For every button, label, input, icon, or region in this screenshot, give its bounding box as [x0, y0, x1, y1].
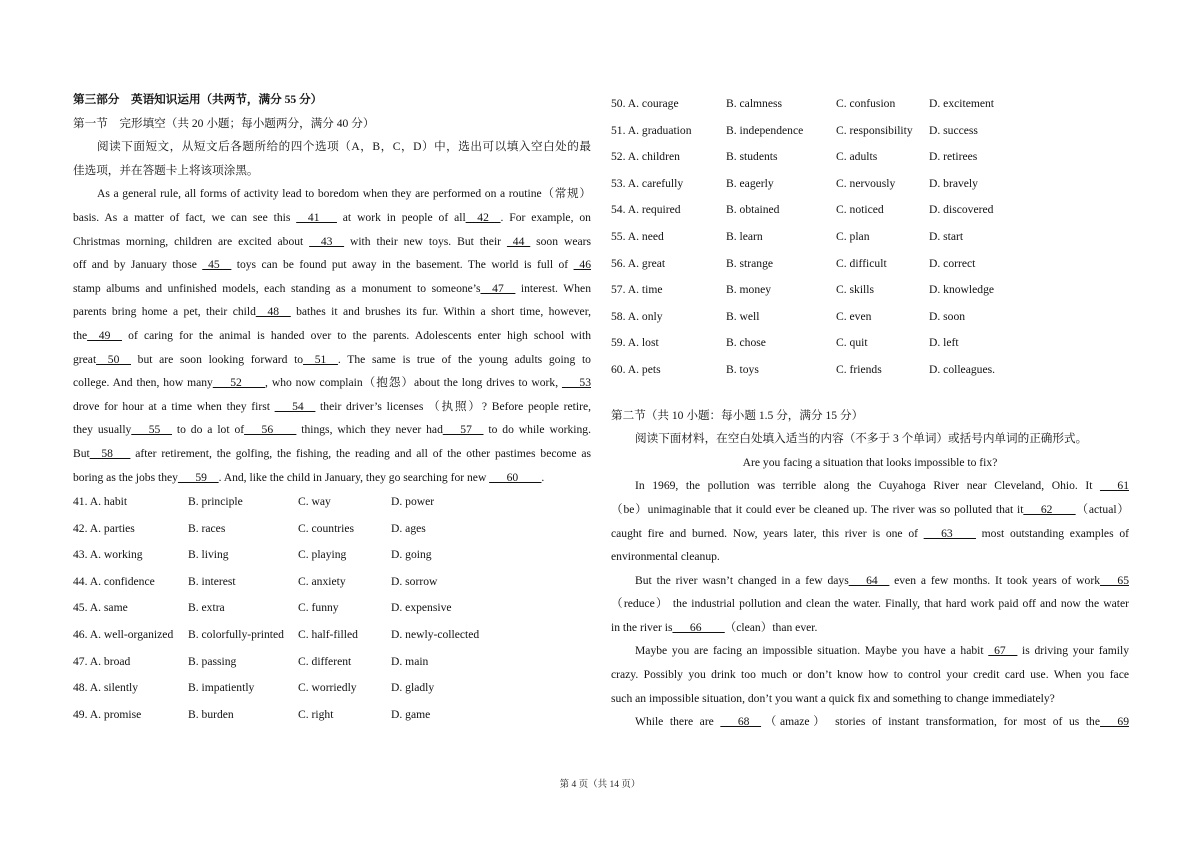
option-choice: C. nervously — [836, 176, 896, 190]
option-choice: B. principle — [188, 495, 243, 509]
passage-line — [611, 639, 1129, 663]
option-choice: D. soon — [929, 309, 966, 323]
passage-line — [73, 371, 591, 395]
answer-blank: ___65 — [1100, 573, 1129, 587]
passage-line — [73, 324, 591, 348]
option-choice: B. eagerly — [726, 176, 774, 190]
passage-text: （be）unimaginable that it could ever be cleaned up. The river was so polluted that it — [611, 502, 1024, 516]
section1-title: 第一节 完形填空（共 20 小题；每小题两分，满分 40 分） — [73, 116, 375, 130]
answer-blank: ___53 — [562, 376, 591, 390]
cloze-passage — [73, 182, 591, 489]
passage-text: great — [73, 352, 97, 366]
option-choice: D. expensive — [391, 601, 452, 615]
answer-blank: __50__ — [96, 352, 131, 366]
passage-line — [73, 418, 591, 442]
passage-text: In 1969, the pollution was terrible along the Cuyahoga River near Cleveland, Ohio. It — [635, 479, 1101, 493]
passage-text: , who now complain（抱怨）about the long drives to work, — [265, 376, 563, 390]
answer-blank: ___62____ — [1023, 502, 1076, 516]
option-choice: D. bravely — [929, 176, 978, 190]
passage-text: caught fire and burned. Now, years later, this river is one of — [611, 526, 924, 540]
passage-text: is driving your family — [1017, 644, 1129, 658]
answer-blank: __48__ — [255, 305, 291, 319]
answer-blank: __41___ — [296, 210, 337, 224]
passage-text: basis. As a matter of fact, we can see this — [73, 210, 297, 224]
passage-text: bathes it and brushes its fur. Within a short time, however, — [290, 305, 591, 319]
passage-line — [611, 498, 1129, 522]
option-choice: B. well — [726, 309, 760, 323]
passage-text: things, which they never had — [296, 423, 443, 437]
option-choice: 51. A. graduation — [611, 123, 692, 137]
passage-text: soon wears — [530, 234, 591, 248]
option-choice: D. newly-collected — [391, 628, 480, 642]
passage-line — [611, 663, 1129, 687]
passage-text: of caring for the animal is handed over to the parents. Adolescents enter high school with — [121, 328, 591, 342]
option-choice: C. plan — [836, 229, 870, 243]
option-choice: B. independence — [726, 123, 804, 137]
option-choice: D. gladly — [391, 681, 435, 695]
option-choice: 50. A. courage — [611, 97, 679, 110]
answer-blank: ___63____ — [923, 526, 976, 540]
page-footer: 第 4 页（共 14 页） — [559, 780, 641, 790]
option-row — [73, 569, 591, 596]
option-choice: 49. A. promise — [73, 707, 142, 721]
answer-blank: ___52____ — [212, 376, 266, 390]
answer-blank: ___57__ — [442, 423, 484, 437]
answer-blank: __58___ — [89, 446, 131, 460]
option-row — [611, 251, 1129, 278]
answer-blank: __49__ — [87, 328, 122, 342]
option-row — [611, 197, 1129, 224]
passage-text: As a general rule, all forms of activity lead to boredom when they are performed on a routine（常规） — [97, 187, 591, 201]
option-choice: B. learn — [726, 229, 763, 243]
passage-text: parents bring home a pet, their child — [73, 305, 256, 319]
passage-line — [73, 182, 591, 206]
option-choice: D. ages — [391, 521, 426, 535]
option-choice: 59. A. lost — [611, 336, 659, 350]
passage-text: they usually — [73, 423, 132, 437]
passage-text: （amaze） stories of instant transformation, for most of us the — [761, 715, 1101, 729]
option-choice: 58. A. only — [611, 309, 663, 323]
passage-text: their driver’s licenses （执照）? Before people retire, — [315, 399, 591, 413]
option-choice: D. discovered — [929, 203, 994, 217]
option-choice: B. extra — [188, 601, 225, 615]
right-column — [611, 88, 1129, 734]
option-choice: D. sorrow — [391, 574, 438, 588]
passage-text: off and by January those — [73, 258, 203, 272]
option-row — [611, 304, 1129, 331]
option-choice: 55. A. need — [611, 229, 664, 243]
passage-text: . And, like the child in January, they go searching for new — [218, 470, 490, 484]
passage-line — [611, 616, 1129, 640]
option-choice: B. living — [188, 548, 229, 562]
passage-text: But the river wasn’t changed in a few days — [635, 573, 849, 587]
option-choice: D. left — [929, 336, 959, 350]
option-choice: C. playing — [298, 548, 347, 562]
option-choice: D. success — [929, 123, 978, 137]
passage-text: boring as the jobs they — [73, 470, 178, 484]
passage-text: interest. When — [515, 281, 591, 295]
passage-text: at work in people of all — [336, 210, 466, 224]
option-row — [611, 277, 1129, 304]
answer-blank: _45__ — [202, 258, 232, 272]
passage-text: the — [73, 328, 88, 342]
passage-text: （actual） — [1075, 502, 1129, 516]
option-choice: 54. A. required — [611, 203, 681, 217]
option-choice: B. strange — [726, 256, 774, 270]
answer-blank: ___54__ — [274, 399, 316, 413]
passage-text: . — [541, 470, 545, 484]
answer-blank: ___64__ — [848, 573, 890, 587]
option-choice: B. students — [726, 150, 778, 164]
passage-line — [611, 569, 1129, 593]
option-choice: C. confusion — [836, 97, 896, 110]
instructions-line-1: 阅读下面短文，从短文后各题所给的四个选项（A，B，C，D）中，选出可以填入空白处的最 — [97, 140, 591, 154]
passage-text: . For example, on — [500, 210, 591, 224]
passage-text: with their new toys. But their — [344, 234, 507, 248]
option-choice: 44. A. confidence — [73, 574, 155, 588]
option-choice: 42. A. parties — [73, 521, 135, 535]
passage-text: crazy. Possibly you drink too much or don’t know how to control your credit card use. When you face — [611, 668, 1129, 682]
cloze-options-list — [73, 489, 591, 728]
answer-blank: ___66____ — [672, 620, 725, 634]
option-choice: 48. A. silently — [73, 681, 139, 695]
passage-text: But — [73, 446, 90, 460]
passage-line — [611, 592, 1129, 616]
option-choice: D. knowledge — [929, 283, 995, 297]
option-choice: 46. A. well-organized — [73, 628, 174, 642]
option-row — [73, 649, 591, 676]
passage-text: in the river is — [611, 620, 673, 634]
option-choice: C. anxiety — [298, 574, 346, 588]
part-title: 第三部分 英语知识运用（共两节，满分 55 分） — [73, 93, 323, 106]
passage-line — [73, 348, 591, 372]
passage-line — [73, 300, 591, 324]
option-choice: D. excitement — [929, 97, 995, 110]
option-choice: C. worriedly — [298, 681, 357, 695]
passage-line — [611, 474, 1129, 498]
option-choice: C. right — [298, 707, 334, 721]
passage-text: While there are — [635, 715, 721, 729]
option-choice: B. money — [726, 283, 772, 297]
option-choice: C. way — [298, 495, 331, 509]
section2-instructions: 阅读下面材料，在空白处填入适当的内容（不多于 3 个单词）或括号内单词的正确形式。 — [635, 432, 1088, 446]
option-row — [73, 516, 591, 543]
passage-line — [611, 710, 1129, 734]
option-row — [73, 622, 591, 649]
option-choice: C. countries — [298, 521, 355, 535]
answer-blank: ___60____ — [489, 470, 542, 484]
option-choice: C. responsibility — [836, 123, 913, 137]
option-choice: 56. A. great — [611, 256, 666, 270]
passage-line — [73, 277, 591, 301]
passage-text: （reduce） the industrial pollution and clean the water. Finally, that hard work paid off and now the water — [611, 597, 1129, 611]
passage-text: （clean）than ever. — [724, 620, 818, 634]
option-choice: C. funny — [298, 601, 339, 615]
option-choice: B. interest — [188, 574, 236, 588]
option-choice: C. even — [836, 309, 872, 323]
answer-blank: ___68__ — [720, 715, 761, 729]
passage-line — [73, 206, 591, 230]
passage-text: Maybe you are facing an impossible situation. Maybe you have a habit — [635, 644, 989, 658]
passage-text: but are soon looking forward to — [130, 352, 304, 366]
option-choice: C. difficult — [836, 256, 887, 270]
option-choice: 60. A. pets — [611, 362, 661, 376]
passage-text: . The same is true of the young adults going to — [337, 352, 591, 366]
answer-blank: ___61 — [1100, 479, 1129, 493]
option-row — [611, 357, 1129, 384]
option-choice: C. noticed — [836, 203, 884, 217]
answer-blank: ___69 — [1100, 715, 1129, 729]
answer-blank: _44_ — [506, 234, 531, 248]
passage-text: to do a lot of — [171, 423, 245, 437]
option-choice: B. passing — [188, 654, 237, 668]
passage-text: after retirement, the golfing, the fishing, the reading and all of the other pastimes become as — [130, 446, 591, 460]
option-choice: B. calmness — [726, 97, 783, 110]
option-choice: 47. A. broad — [73, 654, 131, 668]
passage-line — [611, 522, 1129, 546]
option-choice: B. chose — [726, 336, 766, 350]
passage-text: drove for hour at a time when they first — [73, 399, 275, 413]
option-row — [611, 224, 1129, 251]
passage-text: such an impossible situation, don’t you want a quick fix and something to change immediately? — [611, 691, 1055, 705]
option-row — [611, 118, 1129, 145]
option-row — [73, 595, 591, 622]
option-row — [73, 489, 591, 516]
option-row — [73, 542, 591, 569]
option-choice: D. retirees — [929, 150, 978, 164]
option-choice: B. toys — [726, 362, 759, 376]
option-row — [611, 330, 1129, 357]
option-row — [611, 91, 1129, 118]
option-choice: 41. A. habit — [73, 495, 128, 509]
option-choice: C. friends — [836, 362, 882, 376]
option-choice: D. game — [391, 707, 431, 721]
answer-blank: ___55__ — [131, 423, 172, 437]
option-choice: D. colleagues. — [929, 362, 995, 376]
answer-blank: _67__ — [988, 644, 1018, 658]
option-choice: B. burden — [188, 707, 234, 721]
option-row — [611, 144, 1129, 171]
option-choice: C. skills — [836, 283, 875, 297]
grammar-fill-passage — [611, 474, 1129, 734]
passage-line — [73, 253, 591, 277]
option-choice: B. impatiently — [188, 681, 255, 695]
passage-text: environmental cleanup. — [611, 550, 720, 564]
option-choice: B. colorfully-printed — [188, 628, 284, 642]
passage-line — [73, 466, 591, 490]
passage-line — [73, 395, 591, 419]
option-choice: D. start — [929, 229, 964, 243]
passage-text: toys can be found put away in the basement. The world is full of — [231, 258, 574, 272]
left-column — [73, 88, 591, 728]
option-choice: C. different — [298, 654, 352, 668]
option-choice: B. obtained — [726, 203, 780, 217]
passage-line — [611, 687, 1129, 711]
option-choice: D. correct — [929, 256, 976, 270]
answer-blank: __43__ — [309, 234, 344, 248]
cloze-options-list-continued — [611, 91, 1129, 384]
option-choice: C. adults — [836, 150, 878, 164]
option-row — [611, 171, 1129, 198]
passage-text: stamp albums and unfinished models, each standing as a monument to someone’s — [73, 281, 481, 295]
section2-title: 第二节（共 10 小题：每小题 1.5 分，满分 15 分） — [611, 408, 864, 422]
option-row — [73, 675, 591, 702]
passage-text: to do while working. — [483, 423, 591, 437]
passage2-title: Are you facing a situation that looks impossible to fix? — [742, 455, 998, 469]
option-choice: D. power — [391, 495, 435, 509]
answer-blank: ___59__ — [177, 470, 219, 484]
option-choice: C. quit — [836, 336, 868, 350]
passage-line — [73, 442, 591, 466]
answer-blank: ___56____ — [244, 423, 297, 437]
option-choice: 43. A. working — [73, 548, 143, 562]
option-choice: C. half-filled — [298, 628, 358, 642]
option-row — [73, 702, 591, 729]
option-choice: B. races — [188, 521, 226, 535]
instructions-line-2: 佳选项，并在答题卡上将该项涂黑。 — [73, 163, 259, 177]
option-choice: 57. A. time — [611, 283, 663, 297]
answer-blank: _46 — [573, 258, 591, 272]
option-choice: D. going — [391, 548, 432, 562]
answer-blank: __51__ — [303, 352, 338, 366]
option-choice: 52. A. children — [611, 150, 680, 164]
answer-blank: __47__ — [480, 281, 516, 295]
option-choice: D. main — [391, 654, 429, 668]
passage-line — [611, 545, 1129, 569]
option-choice: 45. A. same — [73, 601, 128, 615]
passage-text: even a few months. It took years of work — [889, 573, 1101, 587]
option-choice: 53. A. carefully — [611, 176, 684, 190]
passage-text: most outstanding examples of — [975, 526, 1129, 540]
passage-text: college. And then, how many — [73, 376, 213, 390]
passage-text: Christmas morning, children are excited about — [73, 234, 310, 248]
answer-blank: __42__ — [465, 210, 501, 224]
passage-line — [73, 230, 591, 254]
